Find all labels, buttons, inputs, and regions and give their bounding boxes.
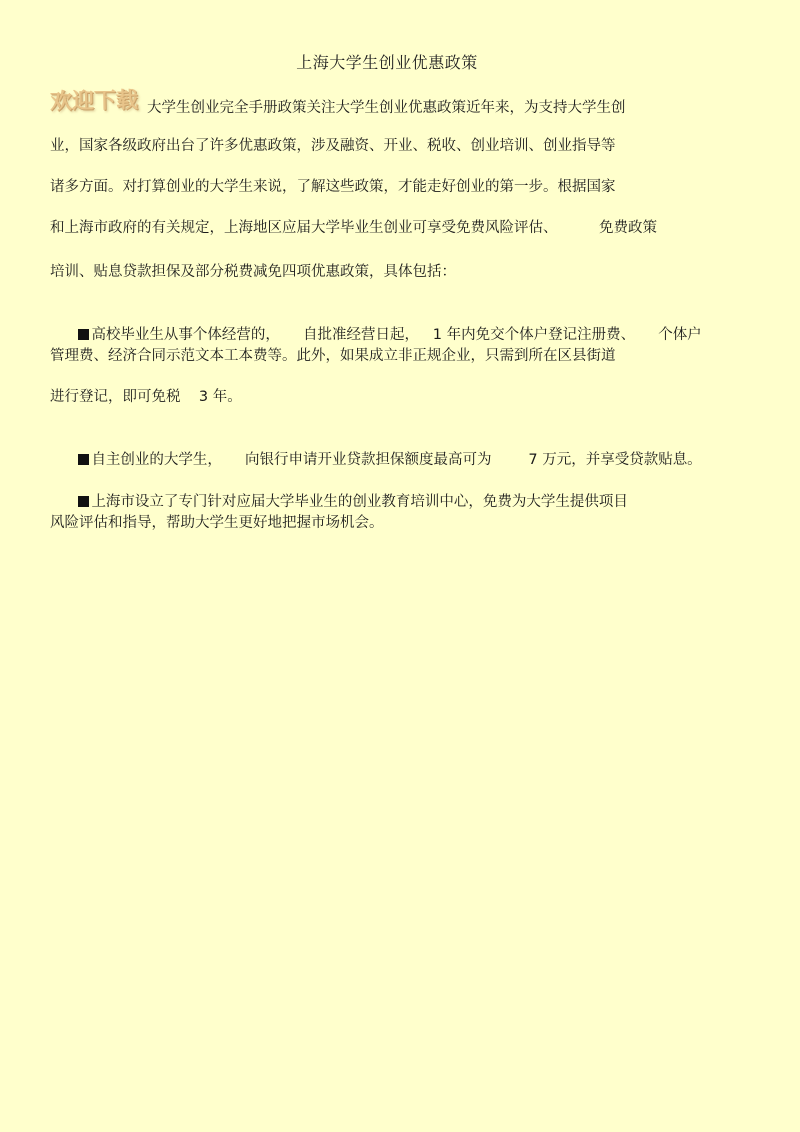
bullet-2-line-1: 自主创业的大学生， 向银行申请开业贷款担保额度最高可为 7 万元，并享受贷款贴息。 [91,452,702,468]
bullet-3-line-1: 上海市设立了专门针对应届大学毕业生的创业教育培训中心，免费为大学生提供项目 [91,494,628,510]
bullet-square-icon [78,329,89,340]
bullet-1-line-1: 高校毕业生从事个体经营的， 自批准经营日起， 1 年内免交个体户登记注册费、 个体户 [91,327,702,343]
bullet-3-line-2: 风险评估和指导，帮助大学生更好地把握市场机会。 [50,515,384,531]
paragraph-line-5: 培训、贴息贷款担保及部分税费减免四项优惠政策，具体包括： [50,264,456,280]
paragraph-line-2: 业，国家各级政府出台了许多优惠政策，涉及融资、开业、税收、创业培训、创业指导等 [50,138,616,154]
bullet-square-icon [78,496,89,507]
paragraph-line-4: 和上海市政府的有关规定，上海地区应届大学毕业生创业可享受免费风险评估、 免费政策 [50,220,657,236]
watermark-logo: 欢迎下载 [49,87,139,115]
bullet-1-line-3: 进行登记，即可免税 3 年。 [50,389,242,405]
paragraph-line-1: 大学生创业完全手册政策关注大学生创业优惠政策近年来，为支持大学生创 [147,100,626,116]
document-title: 上海大学生创业优惠政策 [296,53,478,72]
bullet-1-line-2: 管理费、经济合同示范文本工本费等。此外，如果成立非正规企业，只需到所在区县街道 [50,348,616,364]
bullet-square-icon [78,454,89,465]
paragraph-line-3: 诸多方面。对打算创业的大学生来说，了解这些政策，才能走好创业的第一步。根据国家 [50,179,616,195]
